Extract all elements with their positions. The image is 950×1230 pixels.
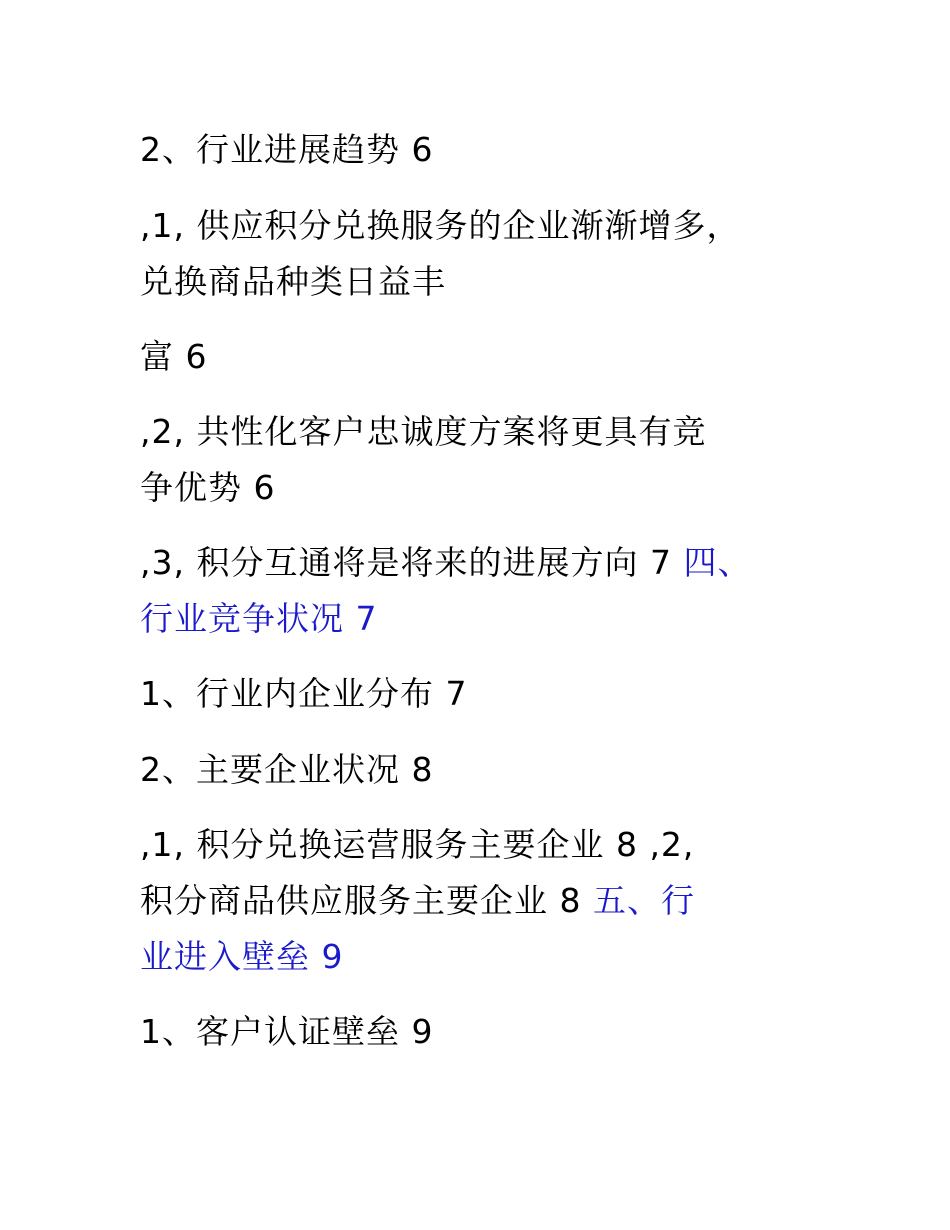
toc-entry-distribution [140,674,467,714]
toc-entry-companies-2 [140,881,695,921]
toc-text: 兑换商品种类日益丰 [140,262,446,301]
toc-entry-companies-1 [140,825,694,865]
toc-text: ,1, 供应积分兑换服务的企业渐渐增多， [140,206,741,245]
toc-entry-trend-2-cont [140,468,276,508]
toc-link-section-5[interactable]: 五、行 [592,881,695,920]
toc-text: 2、主要企业状况 8 [140,750,434,789]
toc-link-section-4[interactable]: 四、 [683,543,752,582]
toc-link-text[interactable]: 业进入壁垒 9 [140,937,344,976]
toc-entry-trend-1-end [140,337,208,377]
document-page [140,0,840,1230]
toc-text: 2、行业进展趋势 6 [140,130,434,169]
toc-entry-trend-2 [140,412,706,452]
toc-text: ,3, 积分互通将是将来的进展方向 7 [140,543,684,582]
toc-link-entry-barriers[interactable] [140,937,344,977]
toc-link-competition[interactable] [140,599,378,639]
toc-entry-trend-3 [140,543,751,583]
toc-entry-industry-trend [140,130,433,170]
toc-text: 1、客户认证壁垒 9 [140,1012,434,1051]
toc-text: ,1, 积分兑换运营服务主要企业 8 ,2, [140,825,695,864]
toc-text: ,2, 共性化客户忠诚度方案将更具有竞 [140,412,707,451]
toc-entry-trend-1-cont [140,262,446,302]
toc-text: 富 6 [140,337,208,376]
toc-text: 1、行业内企业分布 7 [140,674,468,713]
toc-entry-main-companies [140,750,433,790]
toc-entry-customer-barrier [140,1012,433,1052]
toc-text: 积分商品供应服务主要企业 8 [140,881,593,920]
toc-entry-trend-1 [140,206,740,246]
toc-link-text[interactable]: 行业竞争状况 7 [140,599,378,638]
toc-text: 争优势 6 [140,468,276,507]
